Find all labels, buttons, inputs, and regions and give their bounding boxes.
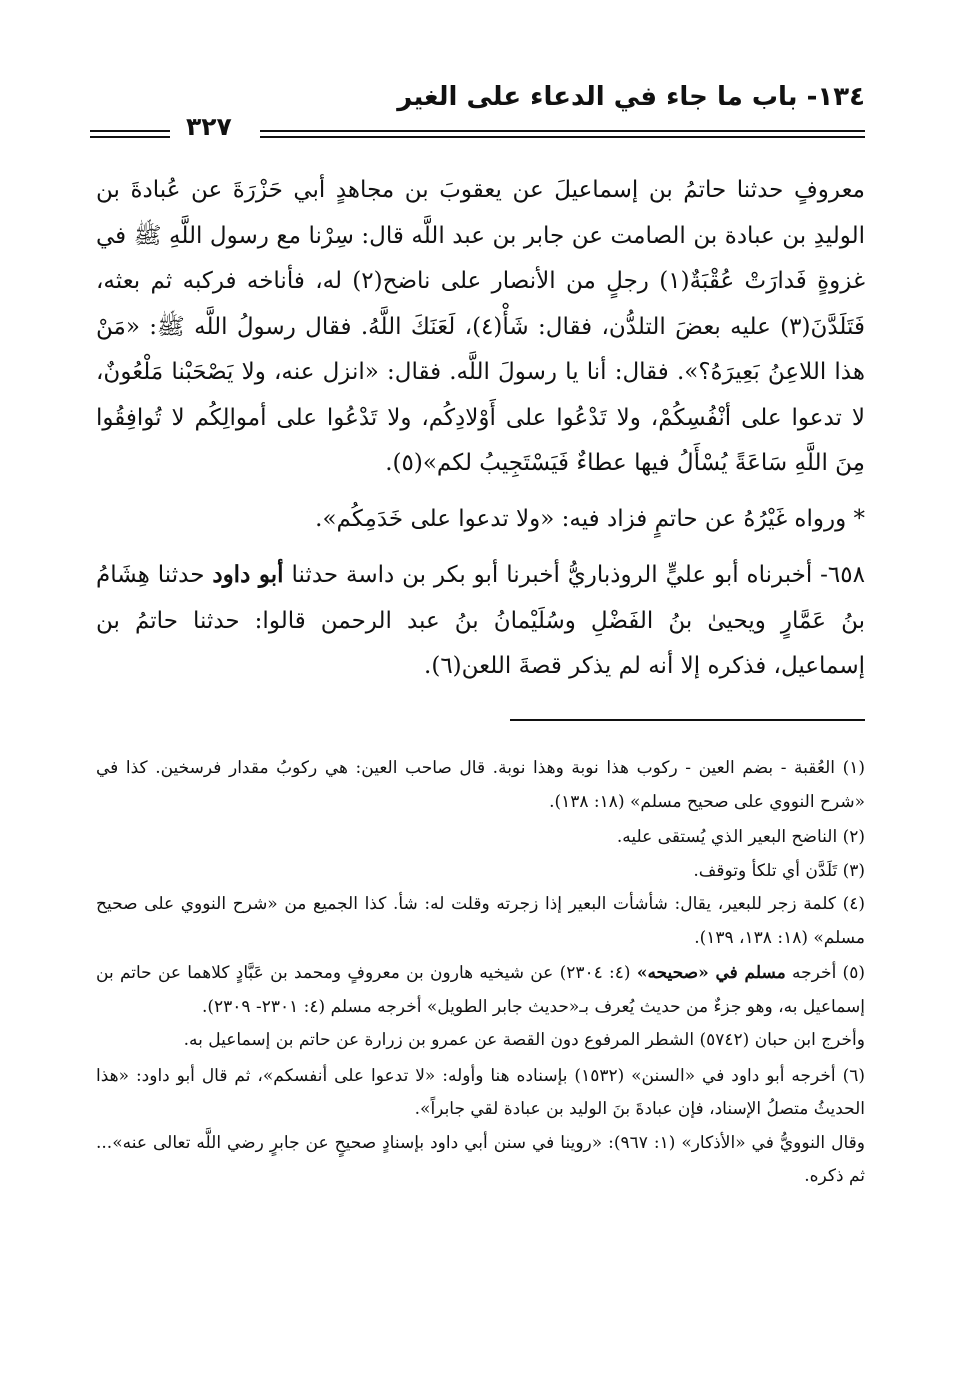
footnote-5-rest: (٤: ٢٣٠٤) عن شيخيه هارون بن معروفٍ ومحمد بن عَبَّادٍ كلاهما عن حاتم بن إسماعيل به، وهو جزءٌ من حديث يُعرف بـ«حديث جابر الطويل» أخرجه مسلم (٤: ٢٣٠١- ٢٣٠٩). (96, 963, 865, 1017)
header-rule-left (90, 130, 170, 138)
footnote-5-start: (٥) أخرجه (785, 963, 865, 983)
footnote-2: (٢) الناضح البعير الذي يُستقى عليه. (616, 827, 865, 847)
header-rule (260, 130, 865, 138)
footnote-6-continuation: وقال النوويُّ في «الأذكار» (١: ٩٦٧): «روينا في سنن أبي داود بإسنادٍ صحيحٍ عن جابرٍ رضي اللَّه تعالى عنه»... ثم ذكره. (96, 1132, 865, 1186)
paragraph-hadith-text: معروفٍ حدثنا حاتمُ بن إسماعيلَ عن يعقوبَ بن مجاهدٍ أبي حَزْرَةَ عن عُبادةَ بن الوليدِ بن عبادة بن الصامت عن جابر بن عبد اللَّه قال: سِرْنا مع رسول اللَّهِ ﷺ في غزوةٍ فَدارَتْ عُقْبَةٌ(١) رجلٍ من الأنصار على ناضح(٢) له، فأناخه فركبه ثم بعثه، فَتَلَدَّنَ(٣) عليه بعضَ التلدُّن، فقال: شَأْ(٤)، لَعَنَكَ اللَّهُ. فقال رسولُ اللَّه ﷺ: «مَنْ هذا اللاعِنُ بَعِيرَهُ؟». فقال: أنا يا رسولَ اللَّه. فقال: «انزل عنه، ولا يَصْحَبْنا مَلْعُونٌ، لا تدعوا على أنْفُسِكُمْ، ولا تَدْعُوا على أَوْلادِكُم، ولا تَدْعُوا على أموالِكُم لا تُوافِقُوا مِنَ اللَّهِ سَاعَةً يُسْأَلُ فيها عطاءٌ فَيَسْتَجِيبُ لكم»(٥). (96, 177, 866, 476)
footnote-6: (٦) أخرجه أبو داود في «السنن» (١٥٣٢) بإسناده هنا وأوله: «لا تدعوا على أنفسكم»، ثم قال أبو داود: «هذا الحديثُ متصلُ الإسناد، فإن عبادةَ بنَ الوليد بن عبادة لقي جابراً». (96, 1065, 865, 1119)
chapter-title: ١٣٤- باب ما جاء في الدعاء على الغير (397, 82, 865, 112)
hadith-658-chain-rest: حدثنا هِشَامُ بنُ عَمَّارٍ ويحيىٰ بنُ الفَضْلِ وسُلَيْمانُ بنُ عبد الرحمن قالوا: حدثنا حاتمُ بن إسماعيل، فذكره إلا أنه لم يذكر قصةَ اللعن(٦). (96, 562, 865, 679)
footnote-separator (510, 719, 865, 721)
footnote-5-source: مسلم في «صحيحه» (636, 963, 786, 983)
hadith-658-chain-start: ٦٥٨- أخبرناه أبو عليٍّ الروذباريُّ أخبرنا أبو بكر بن داسة حدثنا (283, 562, 865, 588)
paragraph-variant-narration: * ورواه غَيْرُهُ عن حاتمٍ فزاد فيه: «ولا تدعوا على خَدَمِكُم». (315, 505, 865, 532)
footnotes (96, 752, 865, 1194)
footnote-5 (96, 957, 865, 1024)
footnote-5-continuation: وأخرج ابن حبان (٥٧٤٢) الشطر المرفوع دون القصة عن عمرو بن زرارة عن حاتم بن إسماعيل به. (183, 1030, 865, 1050)
page-header (90, 78, 865, 148)
footnote-3: (٣) تَلَدَّن أي تلكأ وتوقف. (693, 860, 865, 881)
footnote-4: (٤) كلمة زجر للبعير، يقال: شأشأت البعير إذا زجرته وقلت له: شأ. كذا الجميع من «شرح النووي على صحيح مسلم» (١٨: ١٣٨، ١٣٩). (96, 894, 865, 948)
main-text (96, 168, 865, 690)
hadith-658-narrator: أبو داود (212, 561, 284, 588)
paragraph-hadith-658 (96, 552, 865, 690)
footnote-1: (١) العُقبة - بضم العين - ركوب هذا نوبة وهذا نوبة. قال صاحب العين: هي ركوبُ مقدار فرسخين. كذا في «شرح النووي على صحيح مسلم» (١٨: ١٣٨). (96, 758, 865, 812)
page-number: ٣٢٧ (178, 112, 240, 141)
